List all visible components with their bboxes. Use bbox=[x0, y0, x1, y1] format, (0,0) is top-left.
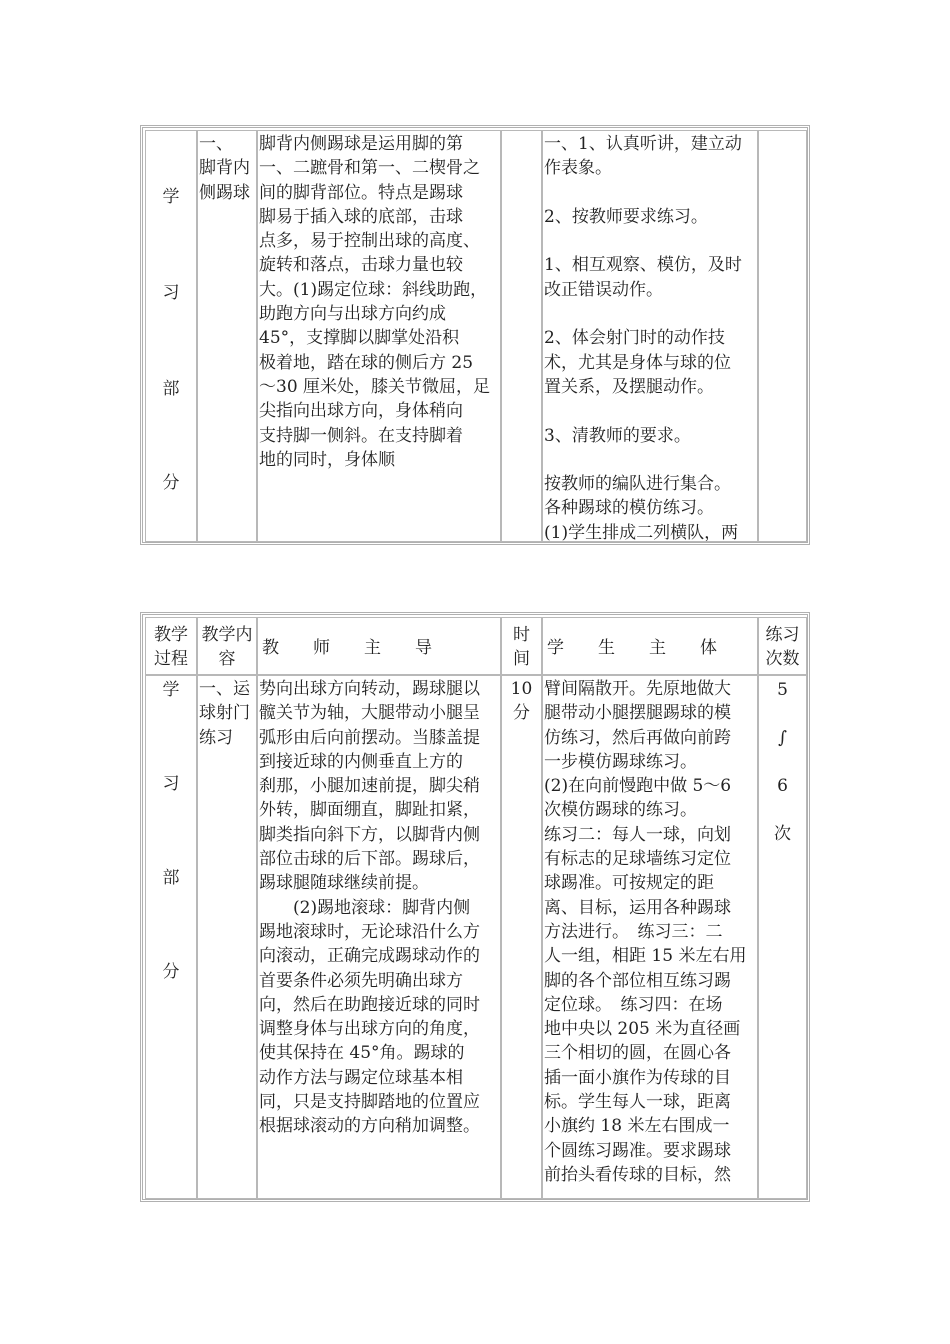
header-process: 教学 过程 bbox=[145, 617, 197, 675]
student-activity-text: 一、1、认真听讲，建立动 作表象。 2、按教师要求练习。 1、相互观察、模仿，及时 改正错误动作。 2、体会射门时的动作技 术，尤其是身体与球的位 置关系，及摆腿动作。 3、清教师的要求。 按教师的编队进行集合。 各种踢球的模仿练习。 (1)学生排成二列横队，两 bbox=[542, 130, 758, 542]
header-count: 练习 次数 bbox=[758, 617, 807, 675]
lesson-table-2 bbox=[140, 612, 810, 1202]
time-value: 10 分 bbox=[501, 675, 542, 1199]
section-char: 学 bbox=[162, 187, 180, 207]
header-content: 教学内 容 bbox=[197, 617, 257, 675]
section-cell bbox=[145, 130, 197, 542]
section-char: 习 bbox=[162, 774, 180, 794]
header-student: 学 生 主 体 bbox=[542, 617, 758, 675]
section-char: 部 bbox=[162, 379, 180, 399]
teacher-guidance-text: 势向出球方向转动，踢球腿以 髋关节为轴，大腿带动小腿呈 弧形由后向前摆动。当膝盖提 到接近球的内侧垂直上方的 刹那，小腿加速前提，脚尖稍 外转，脚面绷直，脚趾扣紧， 脚类指向斜下方，以脚背内侧 部位击球的后下部。踢球后， 踢球腿随球继续前提。 (2)踢地滚球：脚背内侧 踢地滚球时，无论球沿什么方 向滚动，正确完成踢球动作的 首要条件必须先明确出球方 向，然后在助跑接近球的同时 调整身体与出球方向的角度， 使其保持在 45°角。踢球的 动作方法与踢定位球基本相 同，只是支持脚踏地的位置应 根据球滚动的方向稍加调整。 bbox=[257, 675, 501, 1199]
lesson-table-1 bbox=[140, 125, 810, 545]
section-cell bbox=[145, 675, 197, 1199]
count-char: 6 bbox=[777, 776, 788, 796]
section-char: 习 bbox=[162, 283, 180, 303]
content-title: 一、运 球射门 练习 bbox=[197, 675, 257, 1199]
header-teacher: 教 师 主 导 bbox=[257, 617, 501, 675]
content-title: 一、 脚背内 侧踢球 bbox=[197, 130, 257, 542]
count-char: ∫ bbox=[778, 728, 787, 748]
section-char: 学 bbox=[162, 680, 180, 700]
count-char: 5 bbox=[777, 680, 788, 700]
count-char: 次 bbox=[774, 824, 791, 844]
student-activity-text: 臂间隔散开。先原地做大 腿带动小腿摆腿踢球的模 仿练习，然后再做向前跨 一步模仿踢球练习。 (2)在向前慢跑中做 5～6 次模仿踢球的练习。 练习二：每人一球，向划 有标志的足球墙练习定位 球踢准。可按规定的距 离、目标，运用各种踢球 方法进行。 练习三：二 人一组，相距 15 米左右用 脚的各个部位相互练习踢 定位球。 练习四：在场 地中央以 205 米为直径画 三个相切的圆，在圆心各 插一面小旗作为传球的目 标。学生每人一球，距离 小旗约 18 米左右围成一 个圆练习踢准。要求踢球 前抬头看传球的目标，然 bbox=[542, 675, 758, 1199]
count-cell bbox=[758, 675, 807, 1199]
section-char: 分 bbox=[162, 473, 180, 493]
time-cell bbox=[501, 130, 542, 542]
count-cell bbox=[758, 130, 807, 542]
teacher-guidance-text: 脚背内侧踢球是运用脚的第 一、二蹠骨和第一、二楔骨之 间的脚背部位。特点是踢球 脚易于插入球的底部，击球 点多，易于控制出球的高度、 旋转和落点，击球力量也较 大。(1)踢定位球：斜线助跑， 助跑方向与出球方向约成 45°，支撑脚以脚掌处沿积 极着地，踏在球的侧后方 25 ～30 厘米处，膝关节微屈，足 尖指向出球方向，身体稍向 支持脚一侧斜。在支持脚着 地的同时，身体顺 bbox=[257, 130, 501, 542]
section-char: 部 bbox=[162, 868, 180, 888]
header-time: 时 间 bbox=[501, 617, 542, 675]
section-char: 分 bbox=[162, 962, 180, 982]
